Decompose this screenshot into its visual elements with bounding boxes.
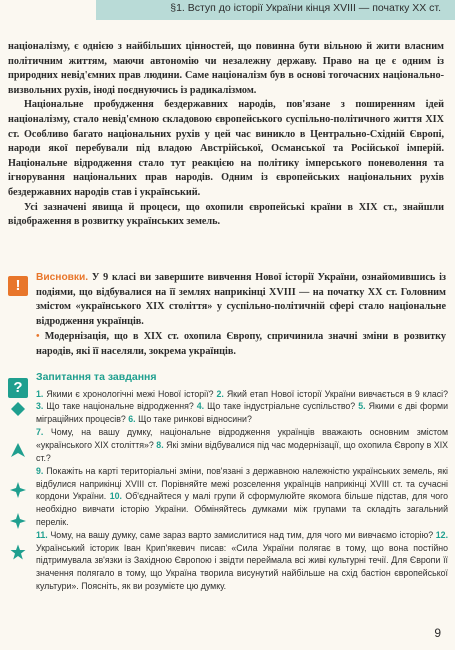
task-group-map: [36, 465, 448, 528]
intro-text: [8, 40, 444, 230]
task-group-reasoning: [36, 426, 448, 464]
page-number: 9: [434, 626, 441, 640]
task-number: 6.: [128, 413, 136, 424]
task-text: Що таке ринкові відносини?: [138, 413, 252, 424]
task-number: 5.: [358, 401, 366, 412]
task-group-basic: [36, 388, 448, 426]
task-text: Який етап Нової історії України вивчається в 9 класі?: [226, 388, 449, 399]
task-number: 7.: [36, 427, 44, 438]
task-number: 8.: [156, 439, 164, 450]
intro-paragraph-1: націоналізму, є однією з найбільших цінностей, що повинна бути вільною й жити власним політичним життям, маючи автономію чи незалежну державу. Право на це є одним із природних невід'ємних прав людини. Саме націоналізм був в основі тогочасних національно-визвольних рухів, іноді поєднуючись із радикалізмом.: [8, 41, 444, 96]
intro-paragraph-2: Національне пробудження бездержавних народів, пов'язане з поширенням ідей націоналізму, стало невід'ємною складовою європейського суспільно-політичного життя XIX ст. Особливо багато національних рухів у цей час виникло в Центрально-Східній Європі, народи якої перебували під владою Австрійської, Османської та Російської імперій. Національне відродження стало тут реакцією на політику імперського поневолення та ігнорування національних прав народів. Одним із європейських національних рухів бездержавних народів став і український.: [8, 99, 444, 198]
star4-icon: [10, 482, 26, 498]
questions-section: [36, 371, 448, 593]
star-icon: [10, 544, 26, 560]
task-group-creative: [36, 529, 448, 592]
task-text: Якими є дві форми міграційних процесів?: [36, 401, 448, 424]
bullet-icon: •: [36, 331, 40, 343]
intro-paragraph-3: Усі зазначені явища й процеси, що охопили європейські країни в XIX ст., знайшли відображення в розвитку українських земель.: [8, 201, 444, 228]
task-number: 11.: [36, 530, 48, 541]
task-text: Якими є хронологічні межі Нової історії?: [46, 388, 214, 399]
task-number: 1.: [36, 388, 44, 399]
task-text: Чому, на вашу думку, саме зараз варто замислитися над тим, для чого ми вивчаємо історію?: [50, 530, 434, 541]
task-text: Які зміни відбувалися під час модернізації, що охопила Європу в XIX ст.?: [36, 439, 449, 463]
task-text: Чому, на вашу думку, національне відродження українців вважають основним змістом «українського XIX століття»?: [36, 427, 448, 450]
section-title: §1. Вступ до історії України кінця XVIII — початку XX ст.: [170, 2, 441, 14]
task-number: 4.: [196, 401, 205, 412]
task-number: 3.: [36, 401, 44, 412]
conclusion-2-text: Модернізація, що в XIX ст. охопила Європу, спричинила значні зміни в розвитку народів, які її населяли, зокрема українців.: [36, 331, 447, 357]
exclamation-icon: !: [8, 276, 28, 296]
conclusions-block: [36, 271, 446, 361]
conclusion-1: [36, 271, 446, 329]
task-text: Що таке національне відродження?: [46, 401, 194, 412]
task-number: 10.: [109, 491, 122, 502]
question-icon: ?: [8, 378, 28, 398]
page-header: [0, 0, 455, 20]
task-text: Покажіть на карті територіальні зміни, пов'язані з державною належністю українських земель, які відбулися наприкінці XVIII ст. Порівняйте межі розселення українців наприкінці XVIII ст. та сучасні кордони України.: [36, 466, 448, 502]
task-number: 2.: [216, 388, 224, 399]
conclusion-2: [36, 330, 446, 359]
diamond-icon: [10, 401, 26, 417]
star4-icon: [10, 513, 26, 529]
triangle-icon: [10, 442, 26, 458]
task-text: Що таке індустріальне суспільство?: [207, 401, 356, 412]
task-text: Український історик Іван Крип'якевич писав: «Сила України полягає в тому, що вона постійно підтримувала зв'язки із Західною Європою і звідти переймала всі живі культурні течії. Для Європи її значення полягало в тому, що Україна творила висунутий найбільше на схід бастіон європейської культури». Поясніть, як ви розумієте цю думку.: [36, 542, 448, 591]
task-text: Об'єднайтеся у малі групи й сформулюйте якомога більше підстав, для чого необхідно вивчати історію України. Обміняйтесь думками між групами та складіть загальний перелік.: [36, 491, 448, 527]
task-number: 12.: [435, 530, 449, 541]
questions-title: Запитання та завдання: [36, 371, 157, 383]
conclusions-label: Висновки.: [36, 272, 89, 283]
conclusion-1-text: У 9 класі ви завершите вивчення Нової історії України, ознайомившись із подіями, що відбувалися на її землях наприкінці XVIII — на початку XX ст. Головним змістом «українського XIX століття» у суспільно-політичній сфері стало національне відродження українців.: [36, 272, 446, 327]
task-number: 9.: [36, 466, 44, 477]
